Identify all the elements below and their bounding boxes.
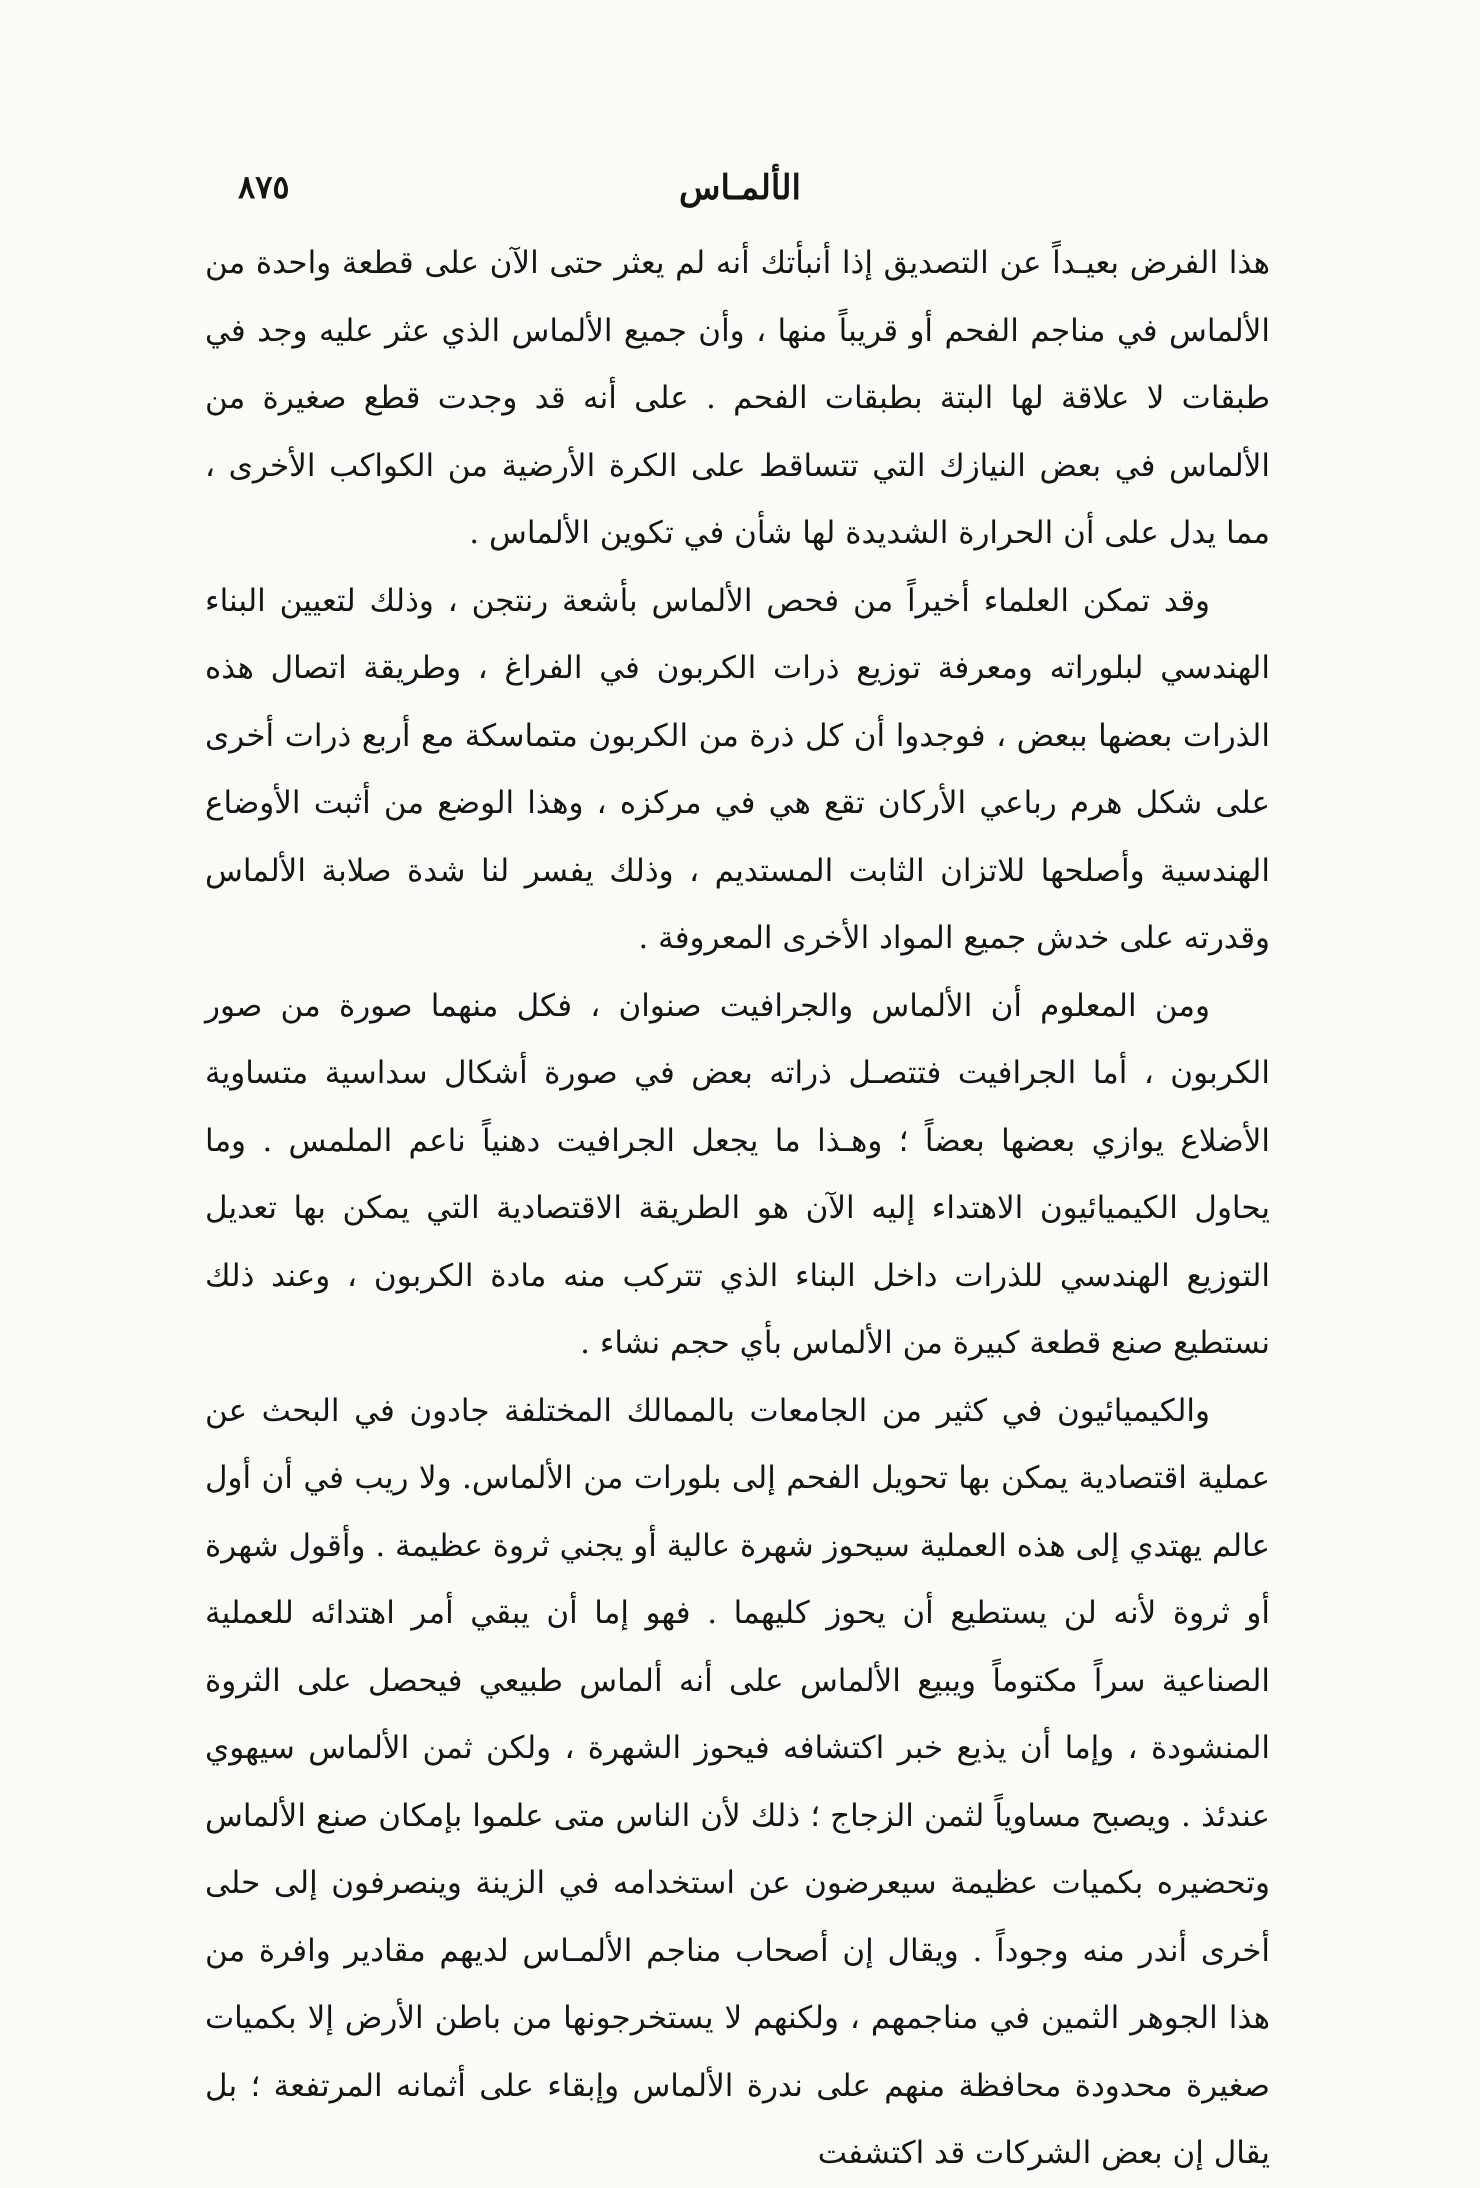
- paragraph-1: هذا الفرض بعيـداً عن التصديق إذا أنبأتك أنه لم يعثر حتى الآن على قطعة واحدة من الألماس في مناجم الفحم أو قريباً منها ، وأن جميع الألماس الذي عثر عليه وجد في طبقات لا علاقة لها البتة بطبقات الفحم . على أنه قد وجدت قطع صغيرة من الألماس في بعض النيازك التي تتساقط على الكرة الأرضية من الكواكب الأخرى ، مما يدل على أن الحرارة الشديدة لها شأن في تكوين الألماس .: [205, 245, 1271, 551]
- page-body: [205, 230, 1270, 2188]
- paragraph-2: وقد تمكن العلماء أخيراً من فحص الألماس بأشعة رنتجن ، وذلك لتعيين البناء الهندسي لبلوراته ومعرفة توزيع ذرات الكربون في الفراغ ، وطريقة اتصال هذه الذرات بعضها ببعض ، فوجدوا أن كل ذرة من الكربون متماسكة مع أربع ذرات أخرى على شكل هرم رباعي الأركان تقع هي في مركزه ، وهذا الوضع من أثبت الأوضاع الهندسية وأصلحها للاتزان الثابت المستديم ، وذلك يفسر لنا شدة صلابة الألماس وقدرته على خدش جميع المواد الأخرى المعروفة .: [205, 582, 1270, 956]
- paragraph-4: والكيميائيون في كثير من الجامعات بالممالك المختلفة جادون في البحث عن عملية اقتصادية يمكن بها تحويل الفحم إلى بلورات من الألماس. ولا ريب في أن أول عالم يهتدي إلى هذه العملية سيحوز شهرة عالية أو يجني ثروة عظيمة . وأقول شهرة أو ثروة لأنه لن يستطيع أن يحوز كليهما . فهو إما أن يبقي أمر اهتدائه للعملية الصناعية سراً مكتوماً ويبيع الألماس على أنه ألماس طبيعي فيحصل على الثروة المنشودة ، وإما أن يذيع خبر اكتشافه فيحوز الشهرة ، ولكن ثمن الألماس سيهوي عندئذ . ويصبح مساوياً لثمن الزجاج ؛ ذلك لأن الناس متى علموا بإمكان صنع الألماس وتحضيره بكميات عظيمة سيعرضون عن استخدامه في الزينة وينصرفون إلى حلى أخرى أندر منه وجوداً . ويقال إن أصحاب مناجم الألمـاس لديهم مقادير وافرة من هذا الجوهر الثمين في مناجمهم ، ولكنهم لا يستخرجونها من باطن الأرض إلا بكميات صغيرة محدودة محافظة منهم على ندرة الألماس وإبقاء على أثمانه المرتفعة ؛ بل يقال إن بعض الشركات قد اكتشفت: [205, 1392, 1270, 2171]
- paragraph-3: ومن المعلوم أن الألماس والجرافيت صنوان ، فكل منهما صورة من صور الكربون ، أما الجرافيت فتتصـل ذراته بعض في صورة أشكال سداسية متساوية الأضلاع يوازي بعضها بعضاً ؛ وهـذا ما يجعل الجرافيت دهنياً ناعم الملمس . وما يحاول الكيميائيون الاهتداء إليه الآن هو الطريقة الاقتصادية التي يمكن بها تعديل التوزيع الهندسي للذرات داخل البناء الذي تتركب منه مادة الكربون ، وعند ذلك نستطيع صنع قطعة كبيرة من الألماس بأي حجم نشاء .: [205, 987, 1270, 1361]
- running-header: [210, 168, 1270, 218]
- page-number: ٨٧٥: [238, 168, 290, 206]
- running-title: الألمـاس: [678, 168, 801, 208]
